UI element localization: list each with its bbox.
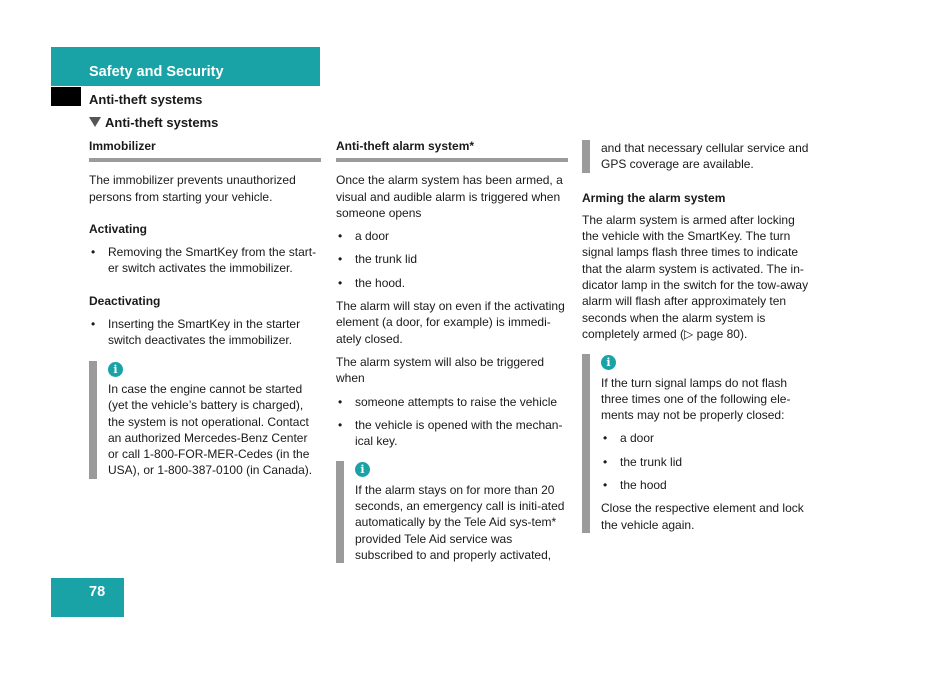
- deactivating-list: [89, 316, 321, 349]
- column-1: [89, 138, 321, 479]
- when-list: [336, 394, 568, 450]
- list-item: • someone attempts to raise the vehicle: [336, 394, 568, 410]
- arming-text: The alarm system is armed after locking the vehicle with the SmartKey. The turn signal lamps flash three times to indicate that the alarm system is activated. The in-dicator lamp in the switch for the tow-away alarm will flash after approximately ten seconds when the alarm system is completely armed (▷ page 80).: [582, 212, 809, 341]
- info-note-text: If the alarm stays on for more than 20 seconds, an emergency call is initi-ated automatically by the Tele Aid sys-tem* provided Tele Aid service was subscribed to and properly activated,: [355, 482, 565, 562]
- section-title-text: Anti-theft systems: [105, 115, 219, 130]
- note-list: [601, 430, 814, 493]
- chapter-title: Safety and Security: [89, 64, 224, 80]
- alarm-also-triggered-text: The alarm system will also be triggered when: [336, 354, 545, 386]
- alarm-intro: Once the alarm system has been armed, a visual and audible alarm is triggered when someone opens: [336, 173, 563, 220]
- heading-rule: [89, 158, 321, 162]
- info-note: [336, 461, 568, 563]
- info-note-continued: [582, 140, 814, 173]
- info-icon: i: [108, 362, 123, 377]
- activating-list: [89, 244, 321, 277]
- list-item: • Removing the SmartKey from the start-er switch activates the immobilizer.: [89, 244, 321, 277]
- heading-rule: [336, 158, 568, 162]
- list-item: • the hood.: [336, 275, 568, 291]
- deactivating-heading: Deactivating: [89, 293, 161, 308]
- subsection-title: Anti-theft systems: [89, 92, 203, 107]
- section-title: [89, 115, 218, 130]
- list-item: • a door: [601, 430, 814, 446]
- info-note-text: If the turn signal lamps do not flash three times one of the following ele-ments may not be properly closed:: [601, 375, 791, 423]
- column-3: [582, 140, 814, 533]
- list-item: • the trunk lid: [601, 454, 814, 470]
- immobilizer-intro: The immobilizer prevents unauthorized persons from starting your vehicle.: [89, 173, 296, 204]
- info-note-close-text: Close the respective element and lock the vehicle again.: [601, 501, 804, 532]
- info-icon: i: [355, 462, 370, 477]
- list-item: • a door: [336, 228, 568, 244]
- triangle-down-icon: [89, 117, 101, 127]
- info-note-continued-text: and that necessary cellular service and GPS coverage are available.: [601, 141, 809, 172]
- info-icon: i: [601, 355, 616, 370]
- alarm-heading: Anti-theft alarm system*: [336, 139, 475, 153]
- list-item: • the trunk lid: [336, 251, 568, 267]
- page-number-box: [51, 578, 124, 617]
- opens-list: [336, 228, 568, 291]
- list-item: • the vehicle is opened with the mechan-ical key.: [336, 417, 568, 450]
- subsection-marker: [51, 87, 81, 106]
- info-note-text: In case the engine cannot be started (yet the vehicle’s battery is charged), the system is not operational. Contact an authorized Mercedes-Benz Center or call 1-800-FOR-MER-Cedes (in the USA), or 1-800-387-0100 (in Canada).: [108, 381, 313, 478]
- immobilizer-heading: Immobilizer: [89, 139, 156, 153]
- page-number: 78: [89, 584, 106, 600]
- info-note: [582, 354, 814, 533]
- list-item: • the hood: [601, 477, 814, 493]
- list-item: • Inserting the SmartKey in the starter switch deactivates the immobilizer.: [89, 316, 321, 349]
- activating-heading: Activating: [89, 221, 148, 236]
- arming-heading: Arming the alarm system: [582, 190, 726, 205]
- column-2: [336, 138, 568, 563]
- alarm-stay-on-text: The alarm will stay on even if the activating element (a door, for example) is immedi-ately closed.: [336, 299, 565, 346]
- info-note: [89, 361, 321, 479]
